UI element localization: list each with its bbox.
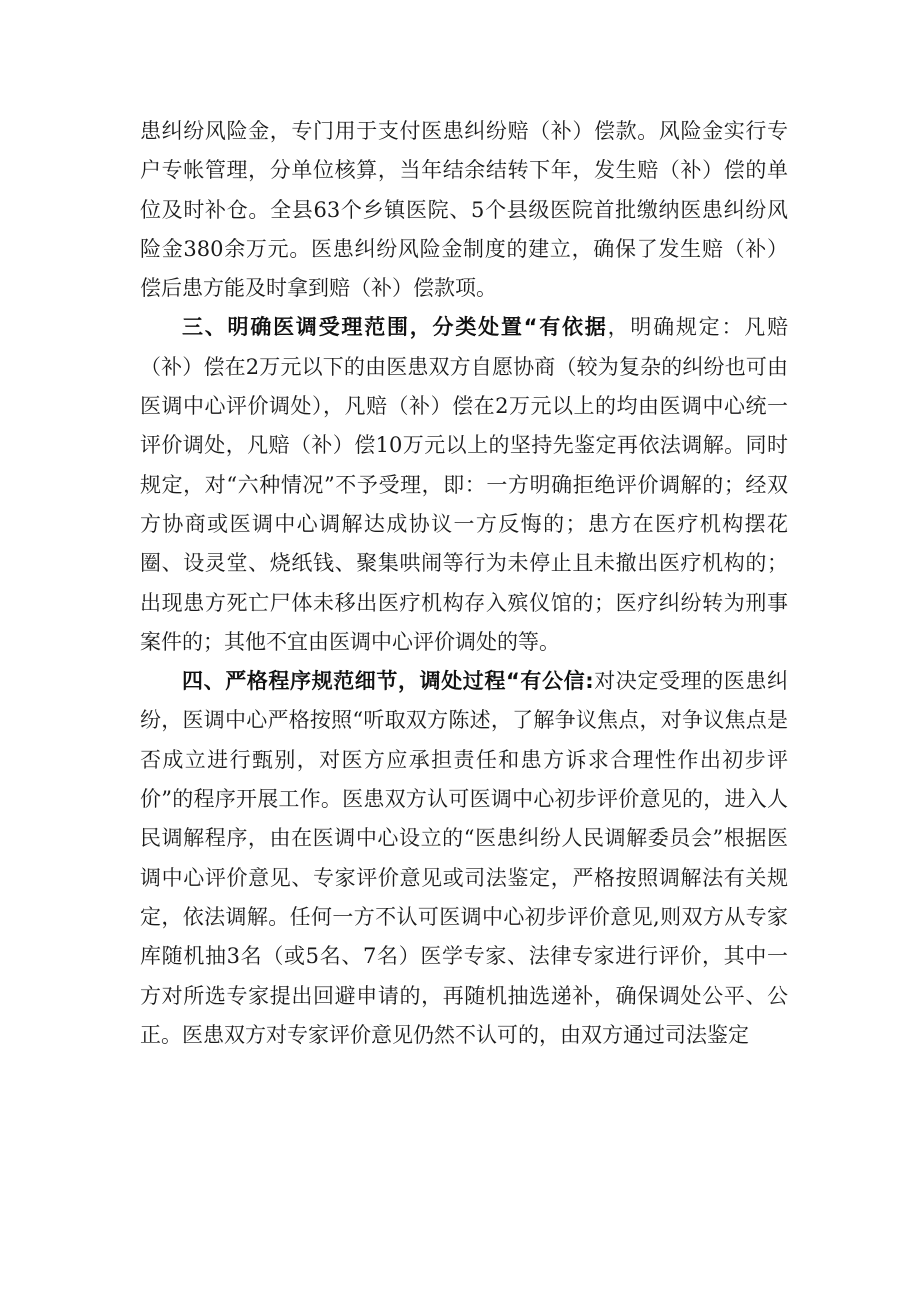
document-body — [140, 112, 788, 1055]
section-three-heading: 三、明确医调受理范围，分类处置“有依据 — [182, 315, 608, 340]
section-four-heading: 四、严格程序规范细节，调处过程“有公信: — [182, 669, 594, 694]
paragraph-text: 对决定受理的医患纠纷，医调中心严格按照“听取双方陈述，了解争议焦点，对争议焦点是否成立进行甄别，对医方应承担责任和患方诉求合理性作出初步评价”的程序开展工作。医患双方认可医调中心初步评价意见的，进入人民调解程序，由在医调中心设立的“医患纠纷人民调解委员会”根据医调中心评价意见、专家评价意见或司法鉴定，严格按照调解法有关规定，依法调解。任何一方不认可医调中心初步评价意见,则双方从专家库随机抽3名（或5名、7名）医学专家、法律专家进行评价，其中一方对所选专家提出回避申请的，再随机抽选递补，确保调处公平、公正。医患双方对专家评价意见仍然不认可的，由双方通过司法鉴定 — [140, 669, 789, 1047]
paragraph-text: ，明确规定：凡赔（补）偿在2万元以下的由医患双方自愿协商（较为复杂的纠纷也可由医调中心评价调处），凡赔（补）偿在2万元以上的均由医调中心统一评价调处，凡赔（补）偿10万元以上的坚持先鉴定再依法调解。同时规定，对“六种情况”不予受理，即：一方明确拒绝评价调解的；经双方协商或医调中心调解达成协议一方反悔的；患方在医疗机构摆花圈、设灵堂、烧纸钱、聚集哄闹等行为未停止且未撤出医疗机构的；出现患方死亡尸体未移出医疗机构存入殡仪馆的；医疗纠纷转为刑事案件的；其他不宜由医调中心评价调处的等。 — [140, 315, 788, 654]
paragraph-section-four — [140, 662, 788, 1055]
paragraph-risk-fund — [140, 112, 788, 308]
paragraph-text: 患纠纷风险金，专门用于支付医患纠纷赔（补）偿款。风险金实行专户专帐管理，分单位核算，当年结余结转下年，发生赔（补）偿的单位及时补仓。全县63个乡镇医院、5个县级医院首批缴纳医患纠纷风险金380余万元。医患纠纷风险金制度的建立，确保了发生赔（补）偿后患方能及时拿到赔（补）偿款项。 — [140, 119, 788, 301]
paragraph-section-three — [140, 308, 788, 662]
